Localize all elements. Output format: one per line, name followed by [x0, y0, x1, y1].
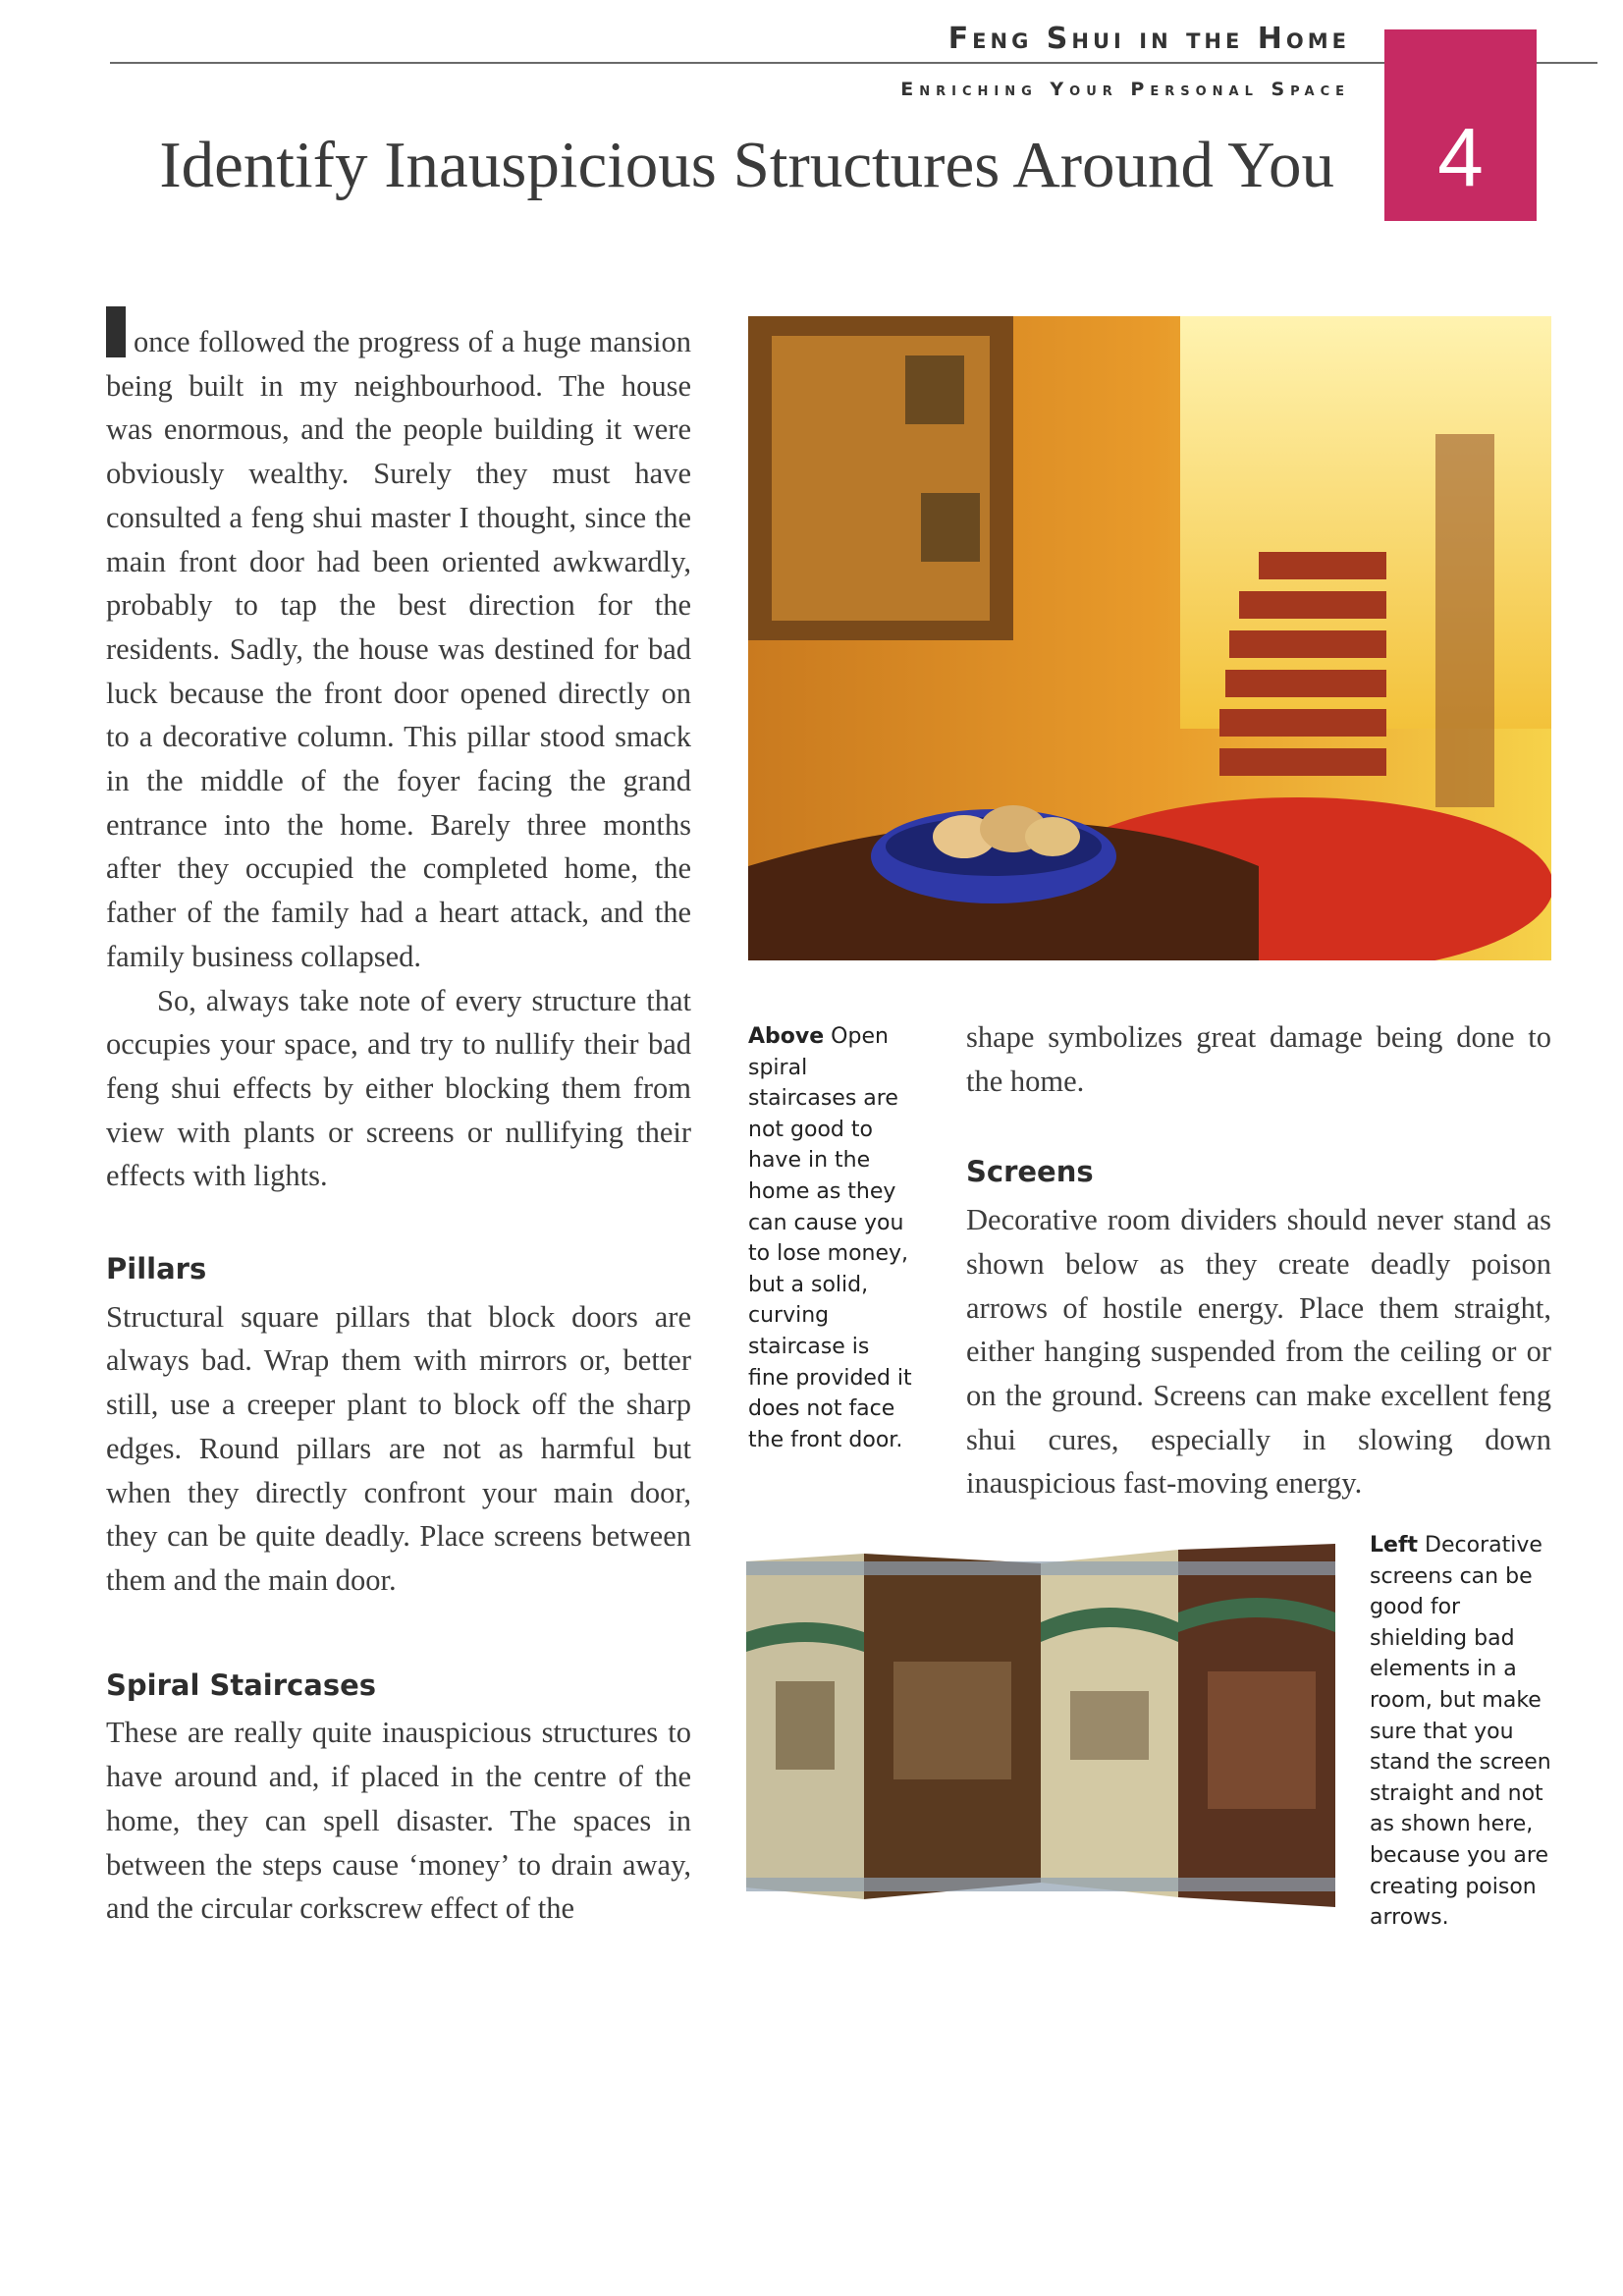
staircase-photo-illustration — [748, 316, 1551, 960]
staircase-photo — [748, 316, 1551, 960]
caption-above — [748, 1021, 915, 1455]
spiral-body: These are really quite inauspicious structures to have around and, if placed in the centre of the home, they can spell disaster. The spaces in between the steps cause ‘money’ to drain away, and the circular corkscrew effect of the — [106, 1716, 691, 1926]
left-column — [106, 306, 691, 1931]
running-subtitle: Enriching Your Personal Space — [900, 79, 1350, 100]
caption-left-text: Decorative screens can be good for shielding bad elements in a room, but make sure that you stand the screen straight and not as shown here, because you are creating poison arrows. — [1370, 1533, 1551, 1931]
page-title: Identify Inauspicious Structures Around You — [159, 129, 1334, 201]
chapter-number: 4 — [1437, 111, 1484, 203]
running-title: Feng Shui in the Home — [947, 22, 1350, 56]
folding-screen-illustration — [746, 1544, 1335, 1907]
chapter-tab — [1384, 29, 1537, 221]
drop-cap — [106, 306, 126, 357]
section-heading-spiral-staircases: Spiral Staircases — [106, 1667, 377, 1702]
caption-above-label: Above — [748, 1024, 825, 1049]
screens-body: Decorative room dividers should never stand as shown below as they create deadly poison arrows of hostile energy. Place them straight, either hanging suspended from the ceiling or or on the ground. Screens can make excellent feng shui cures, especially in slowing down inauspicious fast-moving energy. — [966, 1203, 1551, 1501]
caption-left-label: Left — [1370, 1533, 1419, 1558]
intro-paragraph-2: So, always take note of every structure that occupies your space, and try to nullify their bad feng shui effects by either blocking them from view with plants or screens or nullifying their effects with lights. — [106, 983, 691, 1193]
pillars-body: Structural square pillars that block doors are always bad. Wrap them with mirrors or, better still, use a creeper plant to block off the sharp edges. Round pillars are not as harmful but when they directly confront your main door, they can be quite deadly. Place screens between them and the main door. — [106, 1299, 691, 1597]
folding-screen-photo — [746, 1544, 1335, 1907]
header-rule — [110, 62, 1597, 64]
intro-paragraph-1: once followed the progress of a huge mansion being built in my neighbourhood. The house was enormous, and the people building it were obviously wealthy. Surely they must have consulted a feng shui master I thought, since the main front door had been oriented awkwardly, probably to tap the best direction for the residents. Sadly, the house was destined for bad luck because the front door opened directly on to a decorative column. This pillar stood smack in the middle of the foyer facing the grand entrance into the home. Barely three months after they occupied the completed home, the father of the family had a heart attack, and the family business collapsed. — [106, 306, 691, 979]
section-heading-pillars: Pillars — [106, 1252, 207, 1286]
spiral-continuation: shape symbolizes great damage being done to the home. — [966, 1020, 1551, 1098]
caption-above-text: Open spiral staircases are not good to have in the home as they can cause you to lose money, but a solid, curving staircase is fine provided it does not face the front door. — [748, 1024, 912, 1452]
section-heading-screens: Screens — [966, 1155, 1094, 1189]
caption-left — [1370, 1530, 1556, 1934]
right-column — [966, 1015, 1551, 1505]
